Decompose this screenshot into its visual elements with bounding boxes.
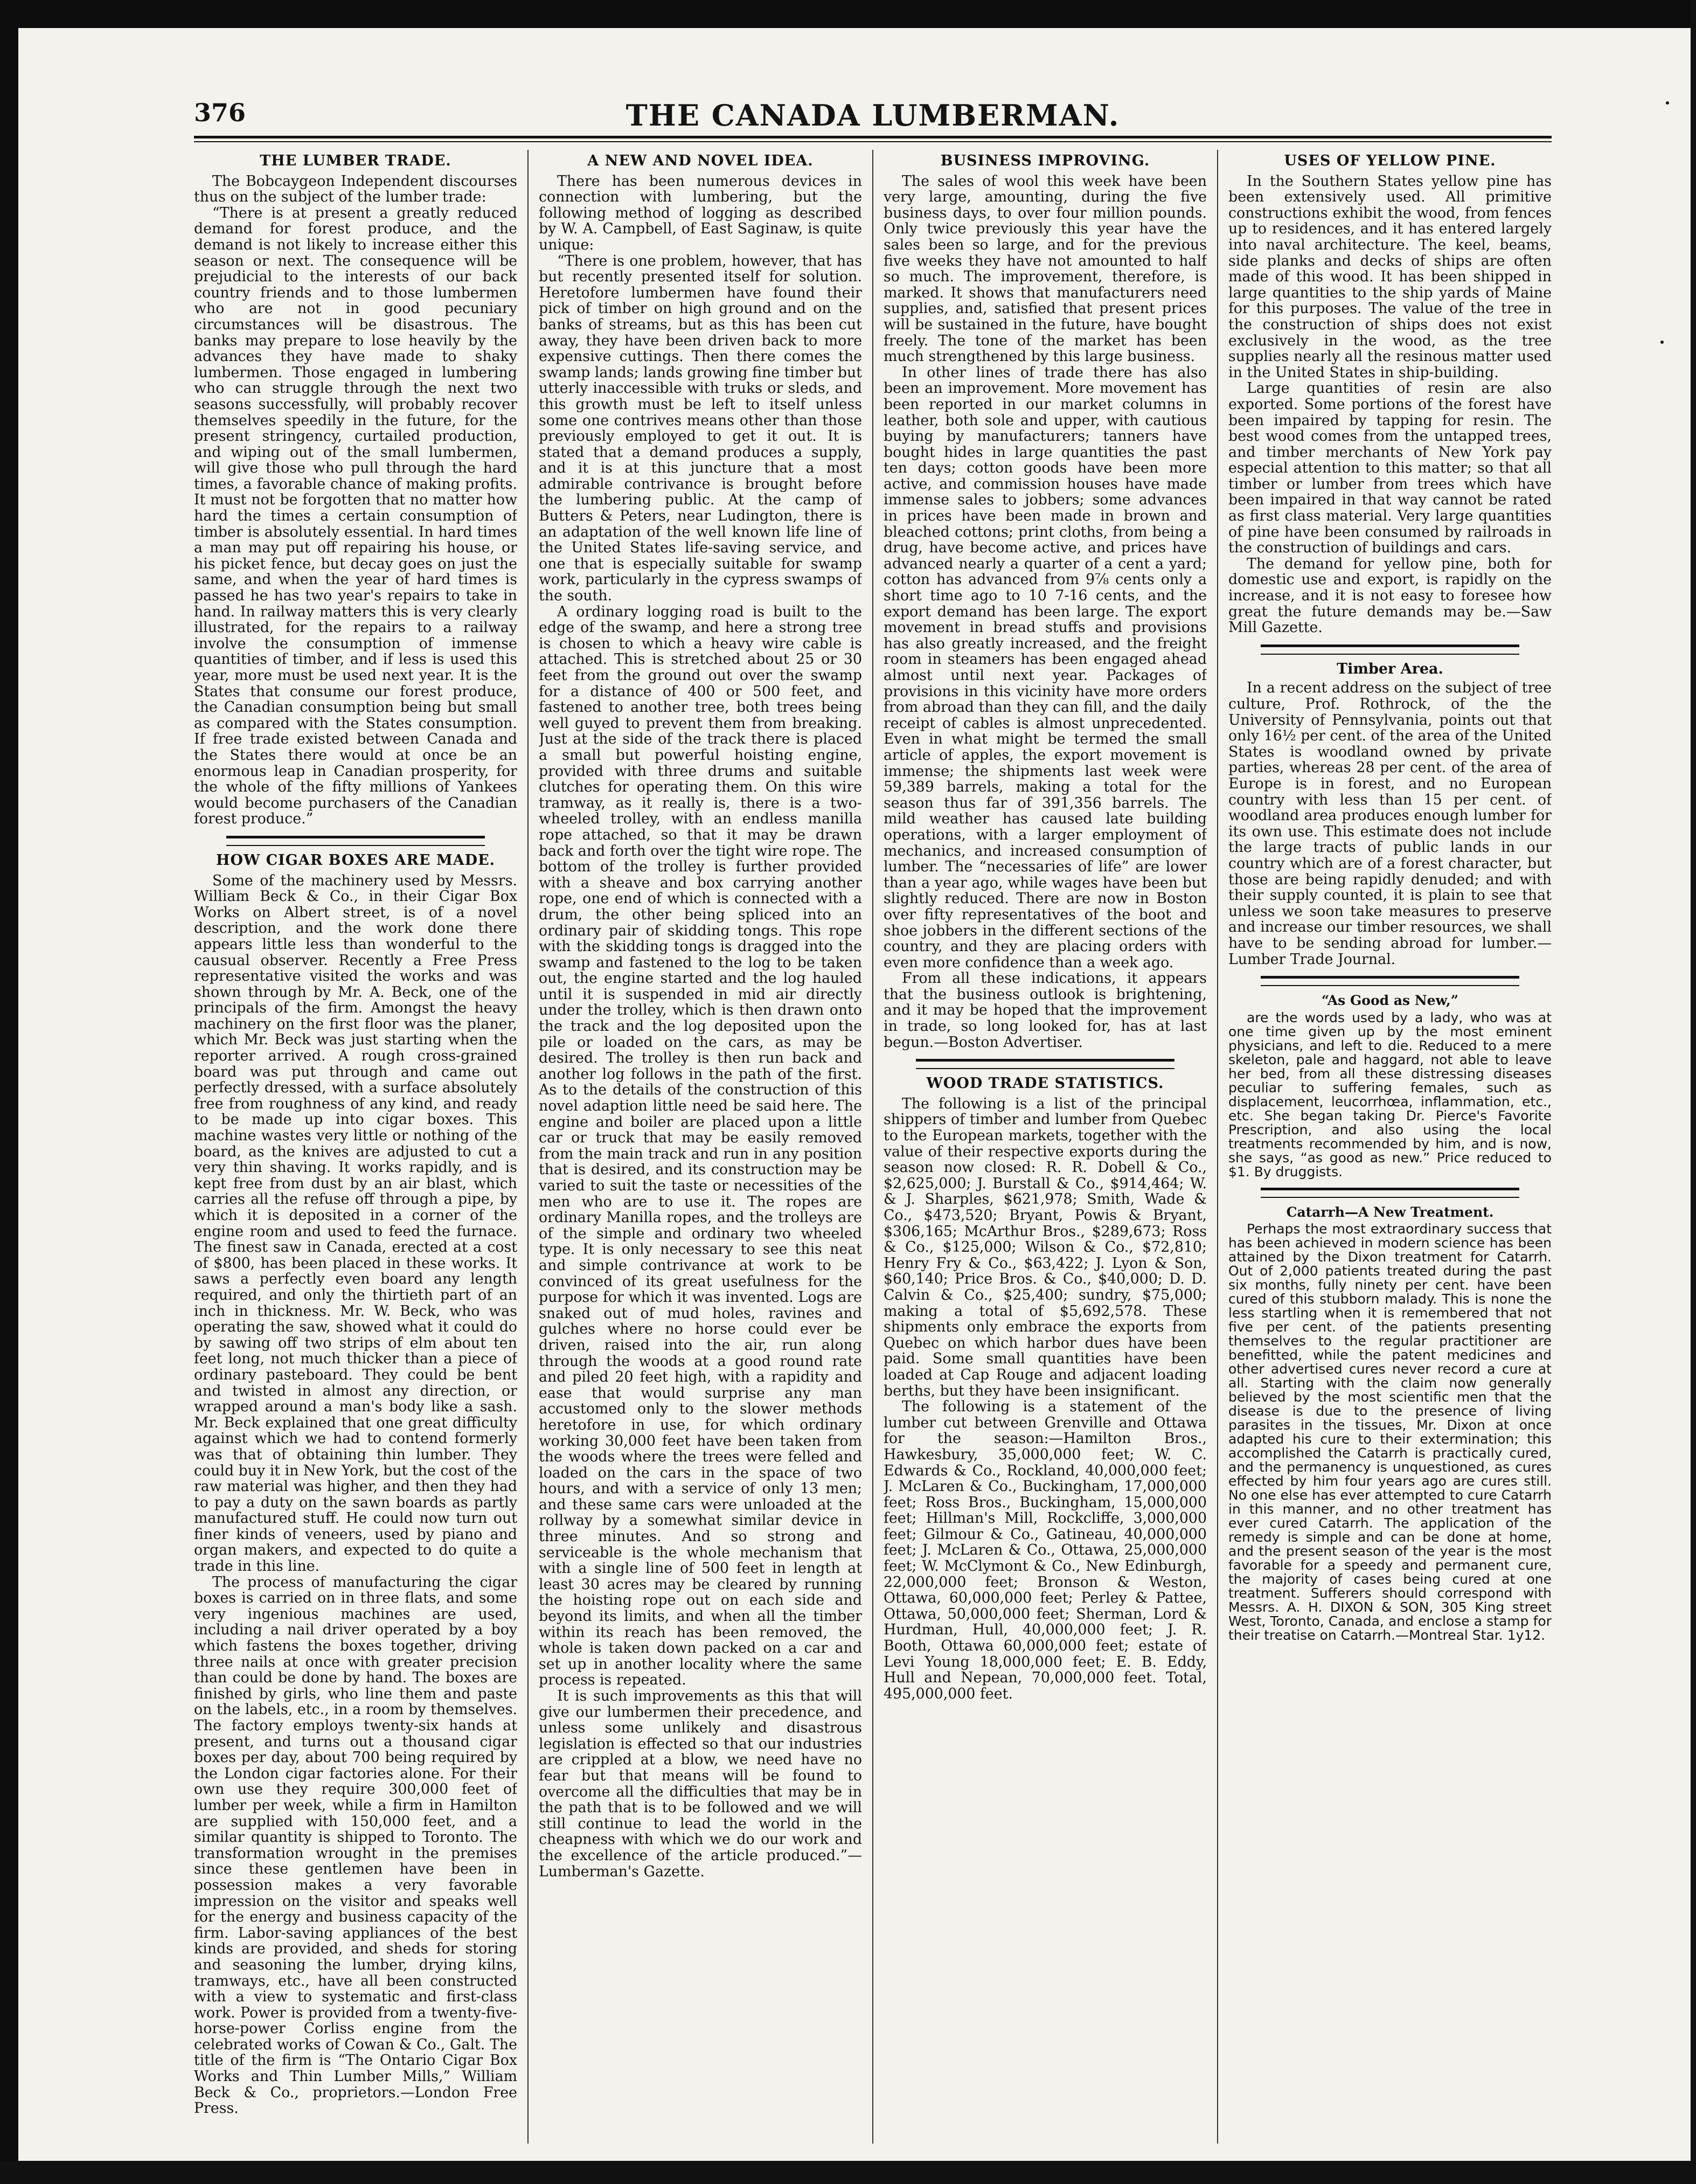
scan-border-left <box>0 0 18 2184</box>
article-title: WOOD TRADE STATISTICS. <box>926 1075 1164 1092</box>
section-divider <box>1261 1188 1519 1198</box>
column-2 <box>539 150 862 2144</box>
column-4 <box>1228 150 1552 2144</box>
column-rule <box>527 150 529 2144</box>
header-rule <box>194 136 1552 138</box>
article-title: THE LUMBER TRADE. <box>260 152 451 169</box>
article-paragraph: The following is a list of the principal shippers of timber and lumber from Quebec to the European markets, together with the value of their respective exports during the season now closed: R. R. Dobell & Co., $2,625,000; J. Burstall & Co., $914,464; W. & J. Sharples, $621,978; Smith, Wade & Co., $473,520; Bryant, Powis & Bryant, $306,165; McArthur Bros., $289,673; Ross & Co., $125,000; Wilson & Co., $72,810; Henry Fry & Co., $63,422; J. Lyon & Son, $60,140; Price Bros. & Co., $40,000; D. D. Calvin & Co., $25,400; sundry, $75,000; making a total of $5,692,578. These shipments only embrace the exports from Quebec on which harbor dues have been paid. Some small quantities have been loaded at Cap Rouge and adjacent loading berths, but they have been insignificant. <box>884 1095 1207 1399</box>
article-paragraph: In other lines of trade there has also been an improvement. More movement has been reported in our market columns in leather, both sole and upper, with cautious buying by manufacturers; tanners have bought hides in large quantities the past ten days; cotton goods have been more active, and commission houses have made immense sales to jobbers; some advances in prices have been made in brown and bleached cottons; print cloths, from being a drug, have become active, and prices have advanced nearly a quarter of a cent a yard; cotton has advanced from 9⅞ cents only a short time ago to 10 7-16 cents, and the export demand has been large. The export movement in bread stuffs and provisions has also greatly increased, and the freight room in steamers has been engaged ahead almost until next year. Packages of provisions in this vicinity have more orders from abroad than they can fill, and the daily receipt of cables is almost unprecedented. Even in what might be termed the small article of apples, the export movement is immense; the shipments last week were 59,389 barrels, making a total for the season thus far of 391,356 barrels. The mild weather has caused late building operations, with a larger employment of mechanics, and increased consumption of lumber. The “necessaries of life” are lower than a year ago, while wages have been but slightly reduced. There are now in Boston over fifty representatives of the boot and shoe jobbers in the different sections of the country, and they are placing orders with even more confidence than a week ago. <box>884 364 1207 971</box>
article-paragraph: In the Southern States yellow pine has been extensively used. All primitive constructions exhibit the wood, from fences up to residences, and it has entered largely into naval architecture. The keel, beams, side planks and decks of ships are often made of this wood. It has been shipped in large quantities to the ship yards of Maine for this purposes. The value of the tree in the construction of ships does not exist exclusively in the wood, as the tree supplies nearly all the resinous matter used in the United States in ship-building. <box>1228 172 1552 381</box>
article-paragraph: The Bobcaygeon Independent discourses thus on the subject of the lumber trade: <box>194 172 517 206</box>
article-title: HOW CIGAR BOXES ARE MADE. <box>216 851 496 869</box>
article-title: Timber Area. <box>1337 660 1443 677</box>
page-number: 376 <box>194 98 246 127</box>
column-1 <box>194 150 517 2144</box>
article-paragraph: A ordinary logging road is built to the edge of the swamp, and here a strong tree is chosen to which a heavy wire cable is attached. This is stretched about 25 or 30 feet from the ground out over the swamp for a distance of 400 or 500 feet, and fastened to another tree, both trees being well guyed to prevent them from breaking. Just at the side of the track there is placed a small but powerful hoisting engine, provided with three drums and suitable clutches for operating them. On this wire tramway, as it really is, there is a two-wheeled trolley, with an endless manilla rope attached, so that it may be drawn back and forth over the tight wire rope. The bottom of the trolley is further provided with a sheave and box carrying another rope, one end of which is connected with a drum, the other being spliced into an ordinary pair of skidding tongs. This rope with the skidding tongs is dragged into the swamp and fastened to the log to be taken out, the engine started and the log hauled until it is suspended in mid air directly under the trolley, which is then drawn onto the track and the log deposited upon the pile or loaded on the cars, as may be desired. The trolley is then run back and another log follows in the path of the first. As to the details of the construction of this novel adaption little need be said here. The engine and boiler are placed upon a little car or truck that may be easily removed from the main track and run in any position that is desired, and its construction may be varied to suit the taste or necessities of the men who are to use it. The ropes are ordinary Manilla ropes, and the trolleys are of the simple and ordinary two wheeled type. It is only necessary to see this neat and simple contrivance at work to be convinced of its great usefulness for the purpose for which it was invented. Logs are snaked out of mud holes, ravines and gulches where no horse could ever be driven, raised into the air, run along through the woods at a good round rate and piled 20 feet high, with a rapidity and ease that would surprise any man accustomed only to the slower methods heretofore in use, for which ordinary working 30,000 feet have been taken from the woods where the trees were felled and loaded on the cars in the space of two hours, and with a service of only 13 men; and these same cars were unloaded at the rollway by a somewhat similar device in three minutes. And so strong and serviceable is the whole mechanism that with a single line of 500 feet in length at least 30 acres may be cleared by running the hoisting rope out on each side and beyond its limits, and when all the timber within its reach has been removed, the whole is taken down packed on a car and set up in another locality where the same process is repeated. <box>539 603 862 1689</box>
article-paragraph: The sales of wool this week have been very large, amounting, during the five business days, to over four million pounds. Only twice previously this year have the sales been so large, and for the previous five weeks they have not amounted to half so much. The improvement, therefore, is marked. It shows that manufacturers need supplies, and, satisfied that present prices will be sustained in the future, have bought freely. The tone of the market has been much strengthened by this large business. <box>884 172 1207 365</box>
scan-speck <box>1660 341 1664 344</box>
scan-border-right <box>1691 0 1696 2184</box>
column-rule <box>1217 150 1218 2144</box>
article-timber-area <box>1228 661 1552 967</box>
article-business-improving <box>884 153 1207 1050</box>
article-paragraph: The following is a statement of the lumber cut between Grenville and Ottawa for the season:—Hamilton Bros., Hawkesbury, 35,000,000 feet; W. C. Edwards & Co., Rockland, 40,000,000 feet; J. McLaren & Co., Buckingham, 17,000,000 feet; Ross Bros., Buckingham, 15,000,000 feet; Hillman's Mill, Rockcliffe, 3,000,000 feet; Gilmour & Co., Gatineau, 40,000,000 feet; J. McLaren & Co., Ottawa, 25,000,000 feet; W. McClymont & Co., New Edinburgh, 22,000,000 feet; Bronson & Weston, Ottawa, 60,000,000 feet; Perley & Pattee, Ottawa, 50,000,000 feet; Sherman, Lord & Hurdman, Hull, 40,000,000 feet; J. R. Booth, Ottawa 60,000,000 feet; estate of Levi Young 18,000,000 feet; E. B. Eddy, Hull and Nepean, 70,000,000 feet. Total, 495,000,000 feet. <box>884 1398 1207 1702</box>
scan-speck <box>1666 101 1669 105</box>
article-paragraph: It is such improvements as this that will give our lumbermen their precedence, and unless some unlikely and disastrous legislation is effected so that our industries are crippled at a blow, we need have no fear but that means will be found to overcome all the difficulties that may be in the path that is to be followed and we will still continue to lead the world in the cheapness with which we do our work and the excellence of the article produced.”—Lumberman's Gazette. <box>539 1688 862 1880</box>
article-paragraph: “There is one problem, however, that has but recently presented itself for solution. Heretofore lumbermen have found their pick of timber on high ground and on the banks of streams, but as this has been cut away, they have been driven back to more expensive cuttings. Then there comes the swamp lands; lands growing fine timber but utterly inaccessible with truks or sleds, and this growth must be left to itself unless some one contrives means other than those previously employed to get it out. It is stated that a demand produces a supply, and it is at this juncture that a most admirable contrivance is brought before the lumbering public. At the camp of Butters & Peters, near Ludington, there is an adaptation of the well known life line of the United States life-saving service, and one that is especially suitable for swamp work, particularly in the cypress swamps of the south. <box>539 252 862 605</box>
advert-paragraph: Perhaps the most extraordinary success that has been achieved in modern science has been attained by the Dixon treatment for Catarrh. Out of 2,000 patients treated during the past six months, fully ninety per cent. have been cured of this stubborn malady. This is none the less startling when it is remembered that not five per cent. of the patients presenting themselves to the regular practitioner are benefitted, while the patent medicines and other advertised cures never record a cure at all. Starting with the claim now generally believed by the most scientific men that the disease is due to the presence of living parasites in the tissues, Mr. Dixon at once adapted his cure to their extermination; this accomplished the Catarrh is practically cured, and the permanency is unquestioned, as cures effected by him four years ago are cures still. No one else has ever attempted to cure Catarrh in this manner, and no other treatment has ever cured Catarrh. The application of the remedy is simple and can be done at home, and the present season of the year is the most favorable for a speedy and permanent cure, the majority of cases being cured at one treatment. Sufferers should correspond with Messrs. A. H. DIXON & SON, 305 King street West, Toronto, Canada, and enclose a stamp for their treatise on Catarrh.—Montreal Star. 1y12. <box>1228 1221 1552 1644</box>
column-3 <box>884 150 1207 2144</box>
article-paragraph: There has been numerous devices in connection with lumbering, but the following method of logging as described by W. A. Campbell, of East Saginaw, is quite unique: <box>539 172 862 253</box>
advert-good-as-new <box>1228 993 1552 1179</box>
article-title: USES OF YELLOW PINE. <box>1284 152 1496 169</box>
section-divider <box>916 1059 1174 1069</box>
header-rule-thin <box>194 141 1552 142</box>
article-cigar-boxes <box>194 852 517 2117</box>
advert-paragraph: are the words used by a lady, who was at one time given up by the most eminent physicians, and left to die. Reduced to a mere skeleton, pale and haggard, not able to leave her bed, from all these distressing diseases peculiar to suffering females, such as displacement, leucorrhœa, inflammation, etc., etc. She began taking Dr. Pierce's Favorite Prescription, and also using the local treatments recommended by him, and is now, she says, “as good as new.” Price reduced to $1. By druggists. <box>1228 1009 1552 1180</box>
columns <box>194 150 1552 2144</box>
article-wood-trade <box>884 1076 1207 1702</box>
article-title: A NEW AND NOVEL IDEA. <box>587 152 814 169</box>
article-paragraph: In a recent address on the subject of tree culture, Prof. Rothrock, of the the University of Pennsylvania, points out that only 16½ per cent. of the area of the United States is woodland owned by private parties, whereas 28 per cent. of the area of Europe is in forest, and no European country with less than 15 per cent. of woodland area produces enough lumber for its own use. This estimate does not include the large tracts of public lands in our country which are of a forest character, but those are being rapidly denuded; and with their supply counted, it is plain to see that unless we soon take measures to preserve and increase our timber resources, we shall have to be sending abroad for lumber.—Lumber Trade Journal. <box>1228 680 1552 968</box>
section-divider <box>226 836 485 846</box>
article-lumber-trade <box>194 153 517 827</box>
scan-border-bottom <box>0 2161 1696 2184</box>
article-paragraph: The demand for yellow pine, both for domestic use and export, is rapidly on the increase, and it is not easy to foresee how great the future demands may be.—Saw Mill Gazette. <box>1228 555 1552 636</box>
article-paragraph: From all these indications, it appears that the business outlook is brightening, and it may be hoped that the improvement in trade, so long looked for, has at last begun.—Boston Advertiser. <box>884 970 1207 1051</box>
page-header <box>194 98 1552 136</box>
section-divider <box>1261 976 1519 986</box>
column-rule <box>872 150 873 2144</box>
advert-title: Catarrh—A New Treatment. <box>1286 1204 1494 1220</box>
article-paragraph: The process of manufacturing the cigar boxes is carried on in three flats, and some very ingenious machines are used, including a nail driver operated by a boy which fastens the boxes together, driving three nails at once with greater precision than could be done by hand. The boxes are finished by girls, who line them and paste on the labels, etc., in a room by themselves. The factory employs twenty-six hands at present, and turns out a thousand cigar boxes per day, about 700 being required by the London cigar factories alone. For their own use they require 300,000 feet of lumber per week, while a firm in Hamilton are supplied with 150,000 feet, and a similar quantity is shipped to Toronto. The transformation wrought in the premises since these gentlemen have been in possession makes a very favorable impression on the visitor and speaks well for the energy and business capacity of the firm. Labor-saving appliances of the best kinds are provided, and sheds for storing and seasoning the lumber, drying kilns, tramways, etc., have all been constructed with a view to systematic and first-class work. Power is provided from a twenty-five-horse-power Corliss engine from the celebrated works of Cowan & Co., Galt. The title of the firm is “The Ontario Cigar Box Works and Thin Lumber Mills,” William Beck & Co., proprietors.—London Free Press. <box>194 1573 517 2117</box>
advert-title: “As Good as New,” <box>1321 993 1459 1009</box>
section-divider <box>1261 644 1519 655</box>
article-title: BUSINESS IMPROVING. <box>940 152 1150 169</box>
article-yellow-pine <box>1228 153 1552 636</box>
article-novel-idea <box>539 153 862 1880</box>
article-paragraph: “There is at present a greatly reduced demand for forest produce, and the demand is not likely to increase either this season or next. The consequence will be prejudicial to the interests of our back country friends and to those lumbermen who are not in good pecuniary circumstances will be disastrous. The banks may prepare to lose heavily by the advances they have made to shaky lumbermen. Those engaged in lumbering who can struggle through the next two seasons successfully, will probably recover themselves speedily in the future, for the present stringency, curtailed production, and wiping out of the small lumbermen, will give those who pull through the hard times, a favorable chance of making profits. It must not be forgotten that no matter how hard the times a certain consumption of timber is absolutely essential. In hard times a man may put off repairing his house, or his picket fence, but decay goes on just the same, and when the year of hard times is passed he has two year's repairs to take in hand. In railway matters this is very clearly illustrated, for the repairs to a railway involve the consumption of immense quantities of timber, and if less is used this year, more must be used next year. It is the States that consume our forest produce, the Canadian consumption being but small as compared with the States consumption. If free trade existed between Canada and the States there would at once be an enormous leap in Canadian prosperity, for the whole of the fifty millions of Yankees would become purchasers of the Canadian forest produce.” <box>194 204 517 828</box>
article-paragraph: Large quantities of resin are also exported. Some portions of the forest have been impaired by tapping for resin. The best wood comes from the untapped trees, and timber merchants of New York pay especial attention to this matter; so that all timber or lumber from trees which have been impaired in that way cannot be rated as first class material. Very large quantities of pine have been consumed by railroads in the construction of buildings and cars. <box>1228 380 1552 557</box>
masthead-title: THE CANADA LUMBERMAN. <box>625 98 1120 133</box>
article-paragraph: Some of the machinery used by Messrs. William Beck & Co., in their Cigar Box Works on Albert street, is of a novel description, and the work done there appears little less than wonderful to the causual observer. Recently a Free Press representative visited the works and was shown through by Mr. A. Beck, one of the principals of the firm. Amongst the heavy machinery on the first floor was the planer, which Mr. Beck was just starting when the reporter arrived. A rough cross-grained board was put through and came out perfectly dressed, with a surface absolutely free from roughness of any kind, and ready to be made up into cigar boxes. This machine wastes very little or nothing of the board, as the knives are adjusted to cut a very thin shaving. It works rapidly, and is kept free from dust by an air blast, which carries all the refuse off through a pipe, by which it is deposited in a corner of the engine room and used to feed the furnace. The finest saw in Canada, erected at a cost of $800, has been placed in these works. It saws a perfectly even board any length required, and only the thirtieth part of an inch in thickness. Mr. W. Beck, who was operating the saw, showed what it could do by sawing off two strips of elm about ten feet long, not much thicker than a piece of ordinary pasteboard. They could be bent and twisted in almost any direction, or wrapped around a man's body like a sash. Mr. Beck explained that one great difficulty against which we had to contend formerly was that of obtaining thin lumber. They could buy it in New York, but the cost of the raw material was higher, and then they had to pay a duty on the sawn boards as partly manufactured stuff. He could now turn out finer kinds of veneers, used by piano and organ makers, and expected to do quite a trade in this line. <box>194 872 517 1575</box>
scan-border-top <box>0 0 1696 28</box>
advert-catarrh <box>1228 1204 1552 1643</box>
